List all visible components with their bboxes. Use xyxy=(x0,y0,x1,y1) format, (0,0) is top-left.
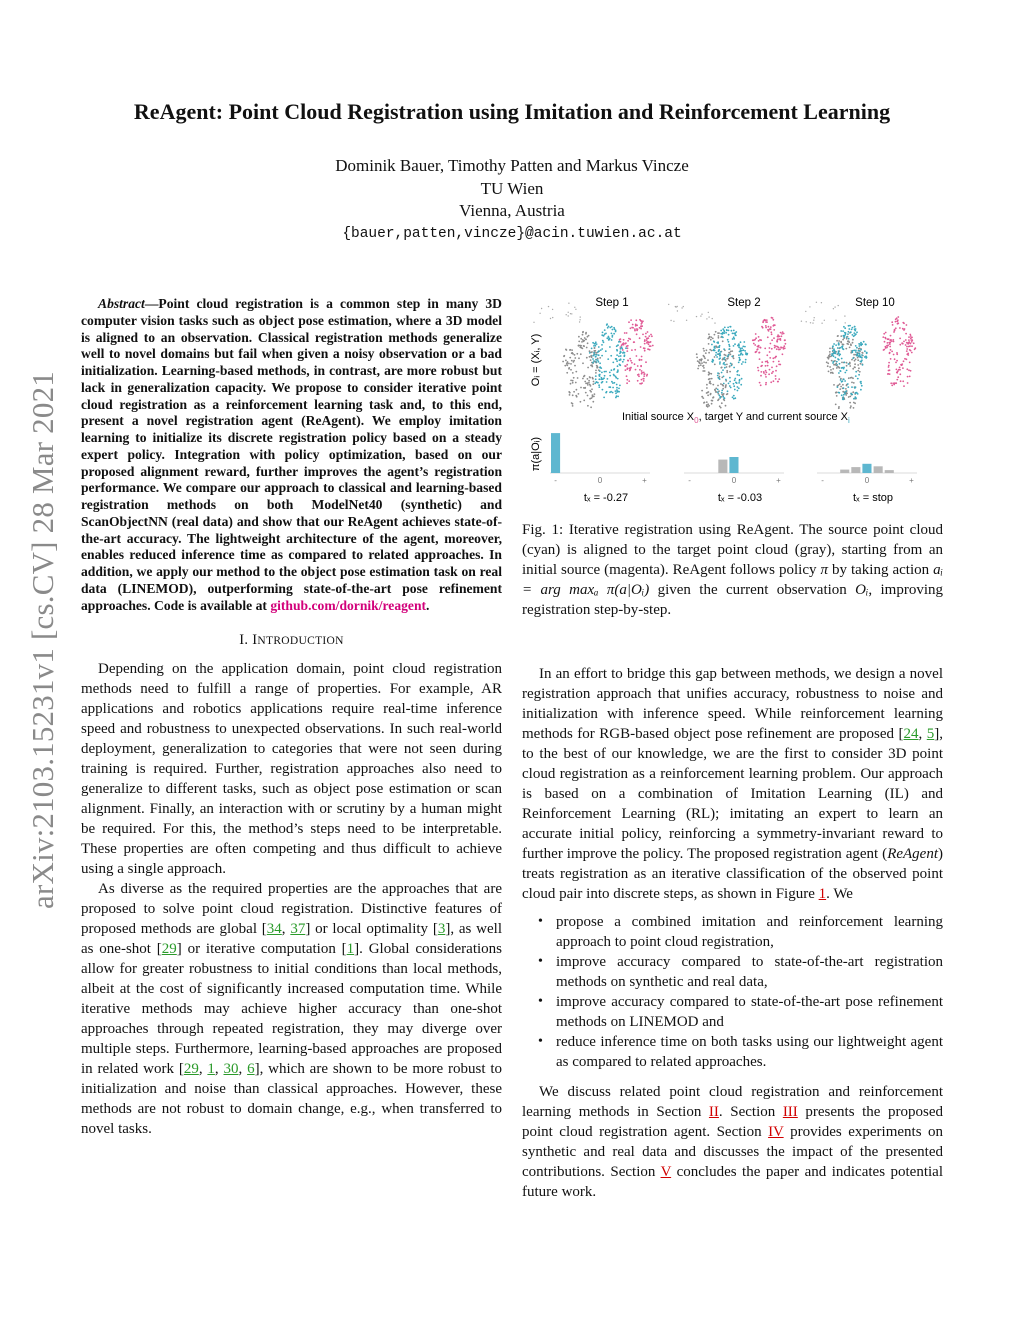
paper-page: arXiv:2103.15231v1 [cs.CV] 28 Mar 2021 ReAgent: Point Cloud Registration using Imitation and Reinforcement Learning Dominik Bauer, Timothy Patten and Markus Vincze TU Wien Vienna, Austria {bauer,patten,vincze}@acin.tuwien.ac.at Abstract—Point cloud registration is a common step in many 3D computer vision tasks such as object pose estimation, where a 3D model is aligned to an observation. Classical registration methods generalize well to novel domains but fail when given a noisy observation or a bad initialization. Learning-based methods, in contrast, are more robust but lack in generalization capacity. We propose to consider iterative point cloud registration as a reinforcement learning task and, to this end, present a novel registration agent (ReAgent). We employ imitation learning to initialize its discrete registration policy based on a steady expert policy. Integration with policy optimization, based on our proposed alignment reward, further improves the agent’s registration performance. We compare our approach to classical and learning-based registration methods on both ModelNet40 (synthetic) and ScanObjectNN (real data) and show that our ReAgent achieves state-of-the-art accuracy. The lightweight architecture of the agent, moreover, enables reduced inference time as compared to related approaches. In addition, we apply our method to the object pose estimation task on real data (LINEMOD), outperforming state-of-the-art pose refinement approaches. Code is available at github.com/dornik/reagent. I. INTRODUCTION Depending on the application domain, point cloud registration methods need to fulfill a range of properties. For example, AR applications and robotics applications require real-time inference speed and robustness to unexpected observations. In such real-world deployment, generalization to categories that were not seen during training is required. Further, registration approaches also need to generalize to different tasks, such as object pose estimation or scan alignment. Finally, an interaction with or scrutiny by a human might be required. For this, the method’s steps need to be interpretable. These properties are often competing and thus difficult to achieve using a single approach. As diverse as the required properties are the approaches that are proposed to solve point cloud registration. Distinctive features of proposed methods are global [34, 37] or local optimality [3], as well as one-shot [29] or iterative computation [1]. Global considerations allow for greater robustness to initial conditions than local methods, albeit at the cost of significantly increased computation time. While iterative methods may achieve higher accuracy than one-shot approaches through repeated registration, they may diverge over multiple steps. Furthermore, learning-based approaches are proposed in related work [29, 1, 30, 6], which are shown to be more robust to initialization and noise than classical approaches. However, these methods are not robust to domain change, e.g., when transferred to novel tasks. Step 1 Step 2 Step 10 Oᵢ = (Xᵢ, Y) Initial source $X_0$, target Y and current source $X_i$ π(a|Oᵢ) - 0 + tₓ = -0.27 - 0 + tₓ = -0.03 - 0 + tₓ = stop Fig. 1: Iterative registration using ReAgent. The source point cloud (cyan) is aligned to the target point cloud (gray), starting from an initial source (magenta). ReAgent follows policy π by taking action aᵢ = arg maxₐ π(a|Oᵢ) given the current observation Oᵢ, improving registration step-by-step. In an effort to bridge this gap between methods, we design a novel registration approach that unifies accuracy, robustness to noise and initialization with inference speed. While reinforcement learning methods for RGB-based object pose refinement are proposed [24, 5], to the best of our knowledge, we are the first to consider 3D point cloud registration as a reinforcement learning problem. Our approach is based on a combination of Imitation Learning (IL) and Reinforcement Learning (RL); imitating an expert to learn an accurate initial policy, reinforcing a symmetry-invariant reward to further improve the policy. The proposed registration agent (ReAgent) treats registration as an iterative classification of the observed point cloud pair into discrete steps, as shown in Figure 1. We • propose a combined imitation and reinforcement learning approach to point cloud registration, • improve accuracy compared to state-of-the-art registration methods on synthetic and real data, • improve accuracy compared to state-of-the-art pose refinement methods on LINEMOD and • reduce inference time on both tasks using our lightweight agent as compared to related approaches. We discuss related point cloud registration and reinforcement learning methods in Section II. Section III presents the proposed point cloud registration agent. Section IV provides experiments on synthetic and real data and discusses the impact of the presented contributions. Section V concludes the paper and indicates potential future work. xyxy=(0,0,1024,1325)
point-cloud-panels xyxy=(533,302,916,410)
right-body xyxy=(522,664,943,1202)
step-label: Step 2 xyxy=(727,297,761,309)
citation-link[interactable]: 24 xyxy=(903,726,919,742)
citation-link[interactable]: 29 xyxy=(161,941,177,958)
figure-1-caption: Fig. 1: Iterative registration using ReAgent. The source point cloud (cyan) is aligned to the target point cloud (gray), starting from an initial source (magenta). ReAgent follows policy π by taking action aᵢ = arg maxₐ π(a|Oᵢ) given the current observation Oᵢ, improving registration step-by-step. xyxy=(522,522,944,618)
citation-link[interactable]: 3 xyxy=(437,921,446,938)
policy-bar-charts xyxy=(550,433,917,504)
citation-link[interactable]: 5 xyxy=(926,726,935,742)
policy-bar xyxy=(851,467,860,473)
citation-link[interactable]: 37 xyxy=(290,921,306,938)
tick-label: - xyxy=(554,476,557,485)
list-item: • improve accuracy compared to state-of-the-art registration methods on synthetic and real data, xyxy=(522,952,943,992)
abstract-label: Abstract xyxy=(98,296,145,311)
policy-bar xyxy=(729,457,738,473)
right-paragraph-2: We discuss related point cloud registration and reinforcement learning methods in Section II. Section III presents the proposed point cloud registration agent. Section IV provides experiments on synthetic and real data and discusses the impact of the presented contributions. Section V concludes the paper and indicates potential future work. xyxy=(522,1084,944,1200)
location: Vienna, Austria xyxy=(459,201,565,220)
citation-link[interactable]: 29 xyxy=(183,1061,199,1078)
step-label: Step 10 xyxy=(855,297,895,309)
policy-bar xyxy=(885,470,894,473)
citation-link[interactable]: 1 xyxy=(207,1061,215,1078)
code-link[interactable]: github.com/dornik/reagent xyxy=(270,597,427,613)
left-column xyxy=(81,296,502,1139)
section-reference-link[interactable]: V xyxy=(660,1164,672,1180)
abstract-text: —Point cloud registration is a common step in many 3D computer vision tasks such as object pose estimation, where a 3D model is aligned to an observation. Classical registration methods generalize well to novel domains but fail when given a noisy observation or a bad initialization. Learning-based methods, in contrast, are more robust but lack in generalization capacity. We propose to consider iterative point cloud registration as a reinforcement learning task and, to this end, present a novel registration agent (ReAgent). We employ imitation learning to initialize its discrete registration policy based on a steady expert policy. Integration with policy optimization, based on our proposed alignment reward, further improves the agent’s registration performance. We compare our approach to classical and learning-based registration methods on both ModelNet40 (synthetic) and ScanObjectNN (real data) and show that our ReAgent achieves state-of-the-art accuracy. The lightweight architecture of the agent, moreover, enables reduced inference time as compared to related approaches. In addition, we apply our method to the object pose estimation task on real data (LINEMOD), outperforming state-of-the-art pose refinement approaches. Code is available at xyxy=(81,296,502,613)
initial-source-point-cloud xyxy=(752,317,786,386)
section-reference-link[interactable]: II xyxy=(708,1104,719,1120)
intro-paragraph-2: As diverse as the required properties are the approaches that are proposed to solve point cloud registration. Distinctive features of proposed methods are global [34, 37] or local optimality [3], as well as one-shot [29] or iterative computation [1]. Global considerations allow for greater robustness to initial conditions than local methods, albeit at the cost of significantly increased computation time. While iterative methods may achieve higher accuracy than one-shot approaches through repeated registration, they may diverge over multiple steps. Furthermore, learning-based approaches are proposed in related work [29, 1, 30, 6], which are shown to be more robust to initialization and noise than classical approaches. However, these methods are not robust to domain change, e.g., when transferred to novel tasks. xyxy=(81,881,503,1138)
citation-link[interactable]: 6 xyxy=(247,1061,255,1078)
list-item: • reduce inference time on both tasks using our lightweight agent as compared to related approaches. xyxy=(522,1032,943,1072)
tx-value-label: tₓ = -0.27 xyxy=(583,492,629,504)
current-source-point-cloud xyxy=(589,323,627,398)
figure-reference-link[interactable]: 1 xyxy=(818,886,827,902)
target-point-cloud xyxy=(826,332,864,409)
tx-value-label: tₓ = stop xyxy=(853,492,893,504)
author-names: Dominik Bauer, Timothy Patten and Markus Vincze xyxy=(335,156,689,175)
tick-label: + xyxy=(776,476,781,485)
author-emails: {bauer,patten,vincze}@acin.tuwien.ac.at xyxy=(342,225,682,242)
step-label: Step 1 xyxy=(595,297,629,309)
tick-label: + xyxy=(909,476,914,485)
abstract: Abstract—Point cloud registration is a common step in many 3D computer vision tasks such as object pose estimation, where a 3D model is aligned to an observation. Classical registration methods generalize well to novel domains but fail when given a noisy observation or a bad initialization. Learning-based methods, in contrast, are more robust but lack in generalization capacity. We propose to consider iterative point cloud registration as a reinforcement learning task and, to this end, present a novel registration agent (ReAgent). We employ imitation learning to initialize its discrete registration policy based on a steady expert policy. Integration with policy optimization, based on our proposed alignment reward, further improves the agent’s registration performance. We compare our approach to classical and learning-based registration methods on both ModelNet40 (synthetic) and ScanObjectNN (real data) and show that our ReAgent achieves state-of-the-art accuracy. The lightweight architecture of the agent, moreover, enables reduced inference time as compared to related approaches. In addition, we apply our method to the object pose estimation task on real data (LINEMOD), outperforming state-of-the-art pose refinement approaches. Code is available at github.com/dornik/reagent. xyxy=(81,296,502,613)
section-heading-introduction: I. INTRODUCTION xyxy=(239,632,344,649)
tick-label: 0 xyxy=(864,476,870,485)
observation-axis-label: Oᵢ = (Xᵢ, Y) xyxy=(530,333,542,387)
section-reference-link[interactable]: III xyxy=(782,1104,798,1120)
list-item: • improve accuracy compared to state-of-the-art pose refinement methods on LINEMOD and xyxy=(522,992,943,1032)
author-block xyxy=(60,155,964,245)
tick-label: - xyxy=(821,476,824,485)
contribution-list xyxy=(522,912,943,1072)
figure-1-graphic xyxy=(522,294,943,506)
legend-text: Initial source $X_0$, target Y and current source $X_i$ xyxy=(622,411,850,425)
citation-link[interactable]: 1 xyxy=(346,941,355,958)
citation-link[interactable]: 30 xyxy=(223,1061,239,1078)
right-column xyxy=(522,294,943,1202)
policy-bar xyxy=(718,460,727,473)
policy-axis-label: π(a|Oᵢ) xyxy=(530,436,542,472)
policy-bar xyxy=(840,470,849,473)
initial-source-point-cloud xyxy=(882,316,916,387)
intro-paragraph-1: Depending on the application domain, point cloud registration methods need to fulfill a range of properties. For example, AR applications and robotics applications require real-time inference speed and robustness to unexpected observations. In such real-world deployment, generalization to categories that were not seen during training is required. Further, registration approaches also need to generalize to different tasks, such as object pose estimation or scan alignment. Finally, an interaction with or scrutiny by a human might be required. For this, the method’s steps need to be interpretable. These properties are often competing and thus difficult to achieve using a single approach. xyxy=(81,661,502,878)
introduction-body xyxy=(81,659,502,1139)
tick-label: - xyxy=(688,476,691,485)
paper-title: ReAgent: Point Cloud Registration using Imitation and Reinforcement Learning xyxy=(133,99,891,124)
tick-label: 0 xyxy=(731,476,737,485)
tick-label: 0 xyxy=(597,476,603,485)
tx-value-label: tₓ = -0.03 xyxy=(717,492,763,504)
citation-link[interactable]: 34 xyxy=(266,921,282,938)
affiliation: TU Wien xyxy=(480,178,544,198)
policy-bar xyxy=(874,466,883,473)
policy-bar xyxy=(862,464,871,473)
right-paragraph-1: In an effort to bridge this gap between methods, we design a novel registration approach that unifies accuracy, robustness to noise and initialization with inference speed. While reinforcement learning methods for RGB-based object pose refinement are proposed [24, 5], to the best of our knowledge, we are the first to consider 3D point cloud registration as a reinforcement learning problem. Our approach is based on a combination of Imitation Learning (IL) and Reinforcement Learning (RL); imitating an expert to learn an accurate initial policy, reinforcing a symmetry-invariant reward to further improve the policy. The proposed registration agent (ReAgent) treats registration as an iterative classification of the observed point cloud pair into discrete steps, as shown in Figure 1. We xyxy=(522,666,944,902)
policy-bar xyxy=(551,433,560,473)
list-item: • propose a combined imitation and reinforcement learning approach to point cloud registration, xyxy=(522,912,943,952)
figure-1 xyxy=(522,294,943,504)
tick-label: + xyxy=(642,476,647,485)
section-reference-link[interactable]: IV xyxy=(768,1124,784,1140)
